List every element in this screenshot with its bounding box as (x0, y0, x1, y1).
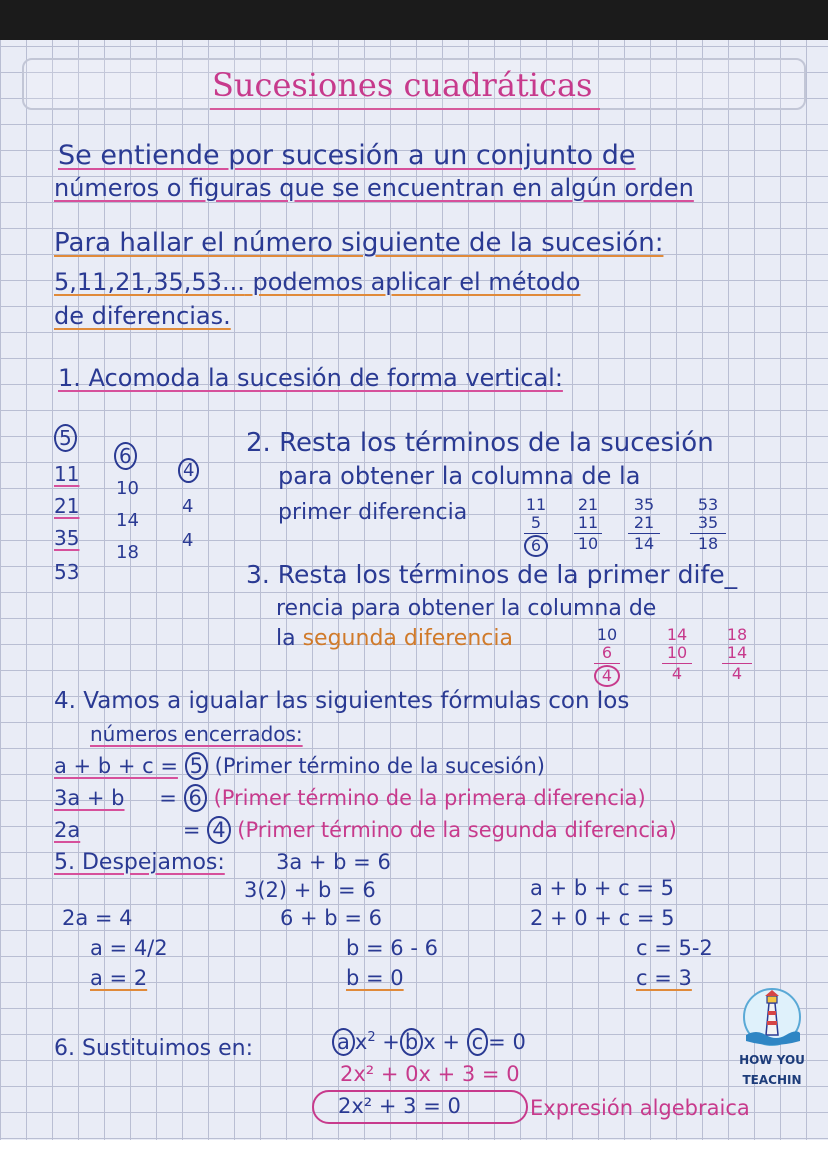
fraction-top: 14 (666, 625, 688, 644)
how-you-teachin-logo (730, 985, 814, 1095)
despeje-mid-1: 3a + b = 6 (276, 850, 391, 874)
equation-2-eq: = (159, 786, 177, 810)
fraction-mid: 5 (530, 513, 542, 532)
intro-line-2: números o figuras que se encuentran en algún orden (54, 174, 694, 202)
second-diff-2: 4 (182, 496, 194, 517)
second-diff-fraction-1 (594, 626, 620, 687)
first-diff-2: 10 (116, 478, 139, 499)
fraction-result: 10 (577, 534, 599, 553)
despeje-right-1: a + b + c = 5 (530, 876, 674, 900)
fraction-top: 10 (596, 625, 618, 644)
fraction-top: 18 (726, 625, 748, 644)
intro-line-1: Se entiende por sucesión a un conjunto de (58, 140, 636, 171)
step4-line-1: 4. Vamos a igualar las siguientes fórmulas con los (54, 688, 630, 714)
despeje-right-4: c = 3 (636, 966, 692, 990)
sequence-text: 5,11,21,35,53... (54, 268, 245, 296)
equation-2-lhs: 3a + b (54, 786, 125, 810)
logo-line-2: TEACHIN (742, 1073, 802, 1087)
fraction-result: 18 (697, 534, 719, 553)
step3-line-2: rencia para obtener la columna de (276, 596, 657, 621)
equation-2-value: 6 (184, 784, 207, 812)
general-formula: a $x^2 + b$ x + c = 0 (332, 1030, 526, 1054)
step4-line-2: números encerrados: (90, 722, 303, 746)
fraction-mid: 35 (697, 513, 719, 532)
fraction-result: 14 (633, 534, 655, 553)
second-diff-fraction-3 (722, 626, 752, 683)
fraction-mid: 6 (601, 643, 613, 662)
logo-line-1: HOW YOU (739, 1053, 805, 1067)
fraction-bar (524, 533, 548, 534)
title-underline (210, 108, 600, 110)
fraction-mid: 14 (726, 643, 748, 662)
equation-1-lhs: a + b + c = (54, 754, 178, 778)
top-bar (0, 0, 828, 40)
first-diff-fraction-4 (690, 496, 726, 553)
equation-3-eq: = (182, 818, 201, 842)
first-diff-fraction-1 (524, 496, 548, 557)
equation-3 (54, 818, 677, 842)
fraction-top: 21 (577, 495, 599, 514)
plus-sign: + (382, 1030, 400, 1054)
despeje-left-2: a = 4/2 (90, 936, 168, 960)
substituted-formula: 2x² + 0x + 3 = 0 (340, 1062, 520, 1086)
equation-3-lhs: 2a (54, 818, 81, 842)
despeje-right-3: c = 5-2 (636, 936, 713, 960)
coef-b: b (400, 1028, 423, 1056)
term-4: 35 (54, 526, 80, 550)
first-diff-1: 6 (114, 442, 137, 470)
term-5: 53 (54, 560, 80, 584)
fraction-mid: 10 (666, 643, 688, 662)
term-1: 5 (54, 424, 77, 452)
step1-text: 1. Acomoda la sucesión de forma vertical: (58, 364, 563, 392)
despeje-mid-5: b = 0 (346, 966, 404, 990)
despeje-mid-2: 3(2) + b = 6 (244, 878, 376, 902)
second-diff-3: 4 (182, 530, 194, 551)
bottom-margin (0, 1140, 828, 1171)
para-line-2 (54, 268, 580, 296)
term-3: 21 (54, 494, 80, 518)
fraction-mid: 21 (633, 513, 655, 532)
fraction-result: 6 (524, 535, 548, 557)
first-diff-3: 14 (116, 510, 139, 531)
fraction-result: 4 (731, 664, 743, 683)
first-diff-fraction-2 (574, 496, 602, 553)
first-diff-4: 18 (116, 542, 139, 563)
para-line-3: de diferencias. (54, 302, 231, 330)
fraction-top: 11 (525, 495, 547, 514)
lighthouse-icon (730, 985, 814, 1051)
equation-2 (54, 786, 646, 810)
para-line-1: Para hallar el número siguiente de la sucesión: (54, 228, 664, 258)
final-expression: 2x² + 3 = 0 (338, 1094, 461, 1118)
fraction-result: 4 (594, 665, 620, 687)
page-title: Sucesiones cuadráticas (212, 66, 593, 104)
despeje-mid-3: 6 + b = 6 (280, 906, 382, 930)
despeje-mid-4: b = 6 - 6 (346, 936, 438, 960)
coef-c: c (467, 1028, 489, 1056)
step2-line-1: 2. Resta los términos de la sucesión (246, 428, 714, 458)
equation-3-note: (Primer término de la segunda diferencia) (237, 818, 677, 842)
equation-1 (54, 754, 545, 778)
step2-line-3: primer diferencia (278, 500, 468, 525)
coef-a: a (332, 1028, 355, 1056)
fraction-bar (594, 663, 620, 664)
fraction-top: 35 (633, 495, 655, 514)
first-diff-fraction-3 (628, 496, 660, 553)
term-2: 11 (54, 462, 80, 486)
equals-zero: = 0 (488, 1030, 526, 1054)
step3-segunda-diferencia: segunda diferencia (302, 626, 513, 651)
despeje-left-3: a = 2 (90, 966, 148, 990)
step3-line-3-start: la (276, 626, 303, 651)
para-line-2-rest: podemos aplicar el método (244, 268, 581, 296)
equation-3-value: 4 (207, 816, 230, 844)
despeje-right-2: 2 + 0 + c = 5 (530, 906, 675, 930)
equation-2-note: (Primer término de la primera diferencia) (213, 786, 646, 810)
equation-1-value: 5 (185, 752, 208, 780)
fraction-top: 53 (697, 495, 719, 514)
fraction-mid: 11 (577, 513, 599, 532)
second-diff-1: 4 (178, 458, 199, 483)
despeje-left-1: 2a = 4 (62, 906, 133, 930)
final-expression-label: Expresión algebraica (530, 1096, 750, 1120)
step2-line-2: para obtener la columna de la (278, 462, 641, 490)
x-linear: x + (423, 1030, 460, 1054)
step3-line-3 (276, 626, 513, 651)
fraction-result: 4 (671, 664, 683, 683)
equation-1-note: (Primer término de la sucesión) (214, 754, 546, 778)
second-diff-fraction-2 (662, 626, 692, 683)
x-squared: x (354, 1030, 368, 1054)
step5-label: 5. Despejamos: (54, 850, 225, 875)
step3-line-1: 3. Resta los términos de la primer dife_ (246, 560, 738, 589)
step6-label: 6. Sustituimos en: (54, 1036, 254, 1061)
